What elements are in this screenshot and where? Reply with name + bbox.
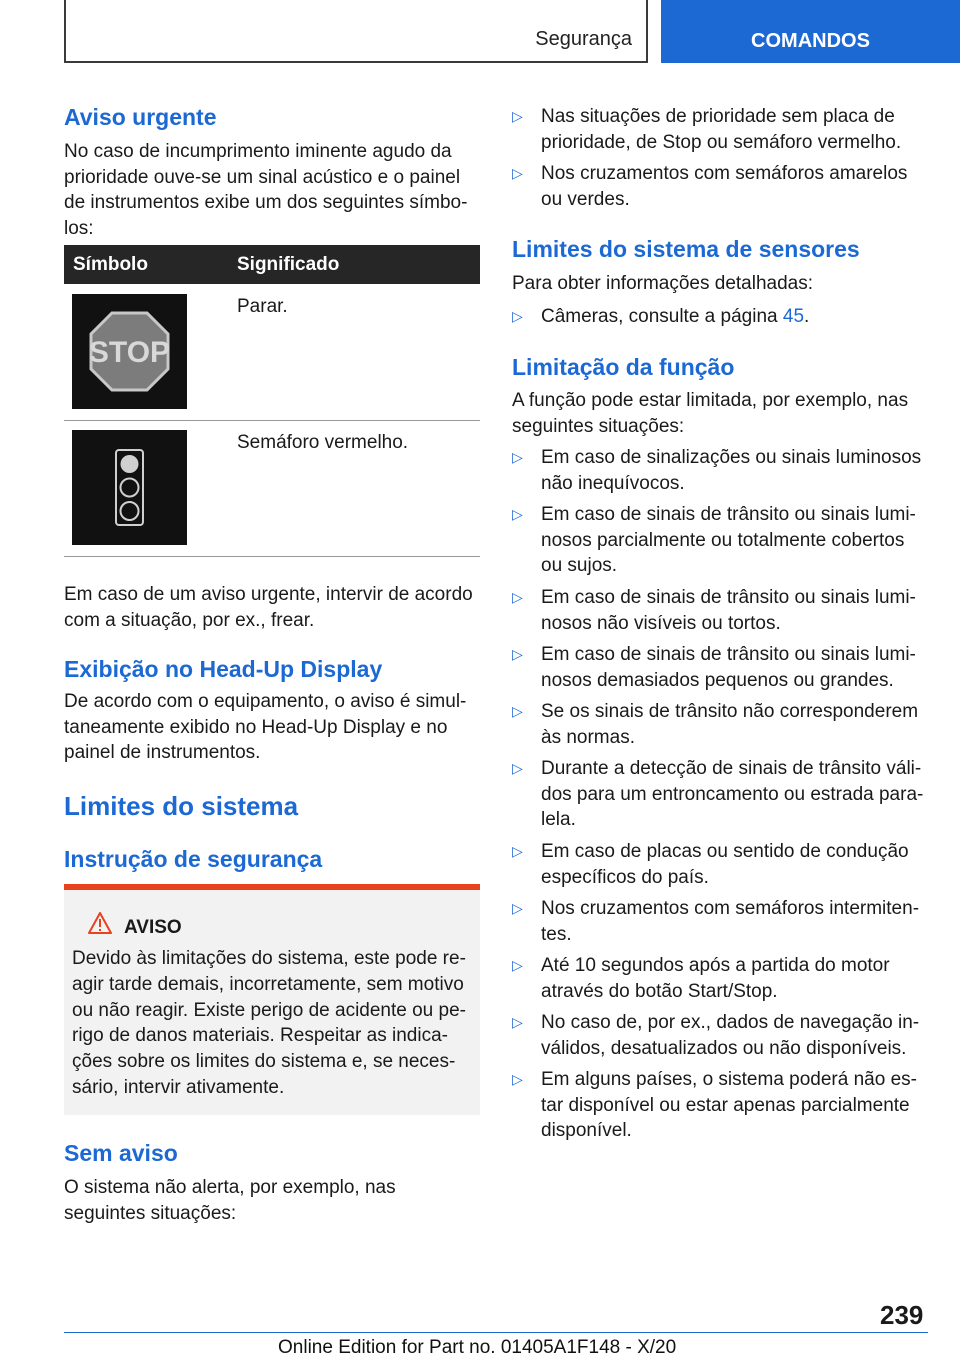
- urgent-text: No caso de incumprimento iminente agudo da prioridade ouve-se um sinal acústico e o painel de instrumentos exibe um dos seguintes símbo-los:: [64, 141, 468, 239]
- list-item-text: Em caso de sinais de trânsito ou sinais lumi-nosos não visíveis ou tortos.: [541, 587, 916, 634]
- traffic-light-icon: [72, 430, 187, 545]
- list-item: [512, 445, 928, 496]
- warning-text: Devido às limitações do sistema, este pode re-agir tarde demais, incorretamente, sem motivo ou não reagir. Existe perigo de acidente ou pe-rigo de danos materiais. Respeitar as indica-ções sobre os limites do sistema e, se neces-sário, intervir ativamente.: [72, 948, 466, 1098]
- list-item-text: Nos cruzamentos com semáforos amarelos ou verdes.: [541, 163, 908, 210]
- list-item-text: Nas situações de prioridade sem placa de prioridade, de Stop ou semáforo vermelho.: [541, 106, 902, 153]
- row-meaning-traffic-light: Semáforo vermelho.: [237, 432, 409, 453]
- table-row-divider: [64, 420, 480, 421]
- list-item: [512, 839, 928, 890]
- list-item: [512, 161, 928, 212]
- list-item: [512, 304, 928, 330]
- bullet-icon: ▷: [512, 843, 523, 859]
- table-header: [64, 245, 480, 284]
- bullet-icon: ▷: [512, 108, 523, 124]
- header-tab-label: COMANDOS: [751, 30, 870, 52]
- bullet-icon: ▷: [512, 957, 523, 973]
- list-item-text: Nos cruzamentos com semáforos intermiten-tes.: [541, 898, 920, 945]
- footer-edition: Online Edition for Part no. 01405A1F148 - X/20: [278, 1337, 677, 1358]
- table-col-meaning: Significado: [237, 254, 340, 275]
- function-text: A função pode estar limitada, por exemplo, nas seguintes situações:: [512, 390, 909, 437]
- heading-no-warning: Sem aviso: [64, 1140, 178, 1166]
- list-item: [512, 699, 928, 750]
- sensor-item-suffix: .: [804, 306, 810, 327]
- bullet-icon: ▷: [512, 165, 523, 181]
- heading-safety: Instrução de segurança: [64, 846, 323, 872]
- list-item-text: No caso de, por ex., dados de navegação in-válidos, desatualizados ou não disponíveis.: [541, 1012, 920, 1059]
- header-section: Segurança: [535, 28, 632, 50]
- hud-text: De acordo com o equipamento, o aviso é simul-taneamente exibido no Head-Up Display e no painel de instrumentos.: [64, 691, 467, 763]
- warning-title: AVISO: [124, 917, 182, 938]
- list-item-text: Em alguns países, o sistema poderá não es-tar disponível ou estar apenas parcialmente disponível.: [541, 1069, 917, 1141]
- bullet-icon: ▷: [512, 589, 523, 605]
- heading-urgent: Aviso urgente: [64, 104, 217, 130]
- table-bottom-rule: [64, 556, 480, 557]
- list-item: [512, 104, 928, 155]
- list-item: [512, 1010, 928, 1061]
- bullet-icon: ▷: [512, 308, 523, 324]
- sensor-text: Para obter informações detalhadas:: [512, 273, 814, 294]
- list-item-text: Se os sinais de trânsito não corresponderem às normas.: [541, 701, 919, 748]
- bullet-icon: ▷: [512, 703, 523, 719]
- header-box: [64, 0, 648, 63]
- list-item: [512, 642, 928, 693]
- bullet-icon: ▷: [512, 760, 523, 776]
- bullet-icon: ▷: [512, 449, 523, 465]
- page-number: 239: [880, 1300, 924, 1330]
- bullet-icon: ▷: [512, 900, 523, 916]
- bullet-icon: ▷: [512, 1071, 523, 1087]
- stop-sign-icon: [72, 294, 187, 409]
- list-item-text: Em caso de sinais de trânsito ou sinais lumi-nosos parcialmente ou totalmente cobertos ou sujos.: [541, 504, 916, 576]
- list-item: [512, 896, 928, 947]
- heading-function-limit: Limitação da função: [512, 354, 735, 380]
- list-item: [512, 585, 928, 636]
- page-link[interactable]: 45: [782, 306, 805, 327]
- no-warning-text: O sistema não alerta, por exemplo, nas seguintes situações:: [64, 1177, 396, 1224]
- list-item: [512, 502, 928, 579]
- list-item-text: Em caso de sinalizações ou sinais luminosos não inequívocos.: [541, 447, 922, 494]
- list-item: [512, 1067, 928, 1144]
- after-table-text: Em caso de um aviso urgente, intervir de acordo com a situação, por ex., frear.: [64, 584, 473, 631]
- sensor-item-text: Câmeras, consulte a página: [541, 306, 783, 327]
- header-tab-comandos[interactable]: [661, 0, 960, 63]
- warning-box: [64, 884, 480, 1115]
- list-item: [512, 756, 928, 833]
- heading-hud: Exibição no Head-Up Display: [64, 656, 383, 682]
- heading-sensor-limits: Limites do sistema de sensores: [512, 236, 860, 262]
- table-col-symbol: Símbolo: [73, 254, 148, 275]
- warning-triangle-icon: [88, 912, 112, 939]
- bullet-icon: ▷: [512, 506, 523, 522]
- list-item: [512, 953, 928, 1004]
- svg-text:STOP: STOP: [88, 336, 171, 369]
- heading-limits: Limites do sistema: [64, 791, 299, 821]
- list-item-text: Até 10 segundos após a partida do motor através do botão Start/Stop.: [541, 955, 890, 1002]
- list-item-text: Em caso de sinais de trânsito ou sinais lumi-nosos demasiados pequenos ou grandes.: [541, 644, 916, 691]
- footer-rule: [64, 1332, 928, 1333]
- list-item-text: Em caso de placas ou sentido de condução específicos do país.: [541, 841, 909, 888]
- row-meaning-stop: Parar.: [237, 296, 288, 317]
- list-item-text: Durante a detecção de sinais de trânsito váli-dos para um entroncamento ou estrada para-lela.: [541, 758, 924, 830]
- bullet-icon: ▷: [512, 646, 523, 662]
- bullet-icon: ▷: [512, 1014, 523, 1030]
